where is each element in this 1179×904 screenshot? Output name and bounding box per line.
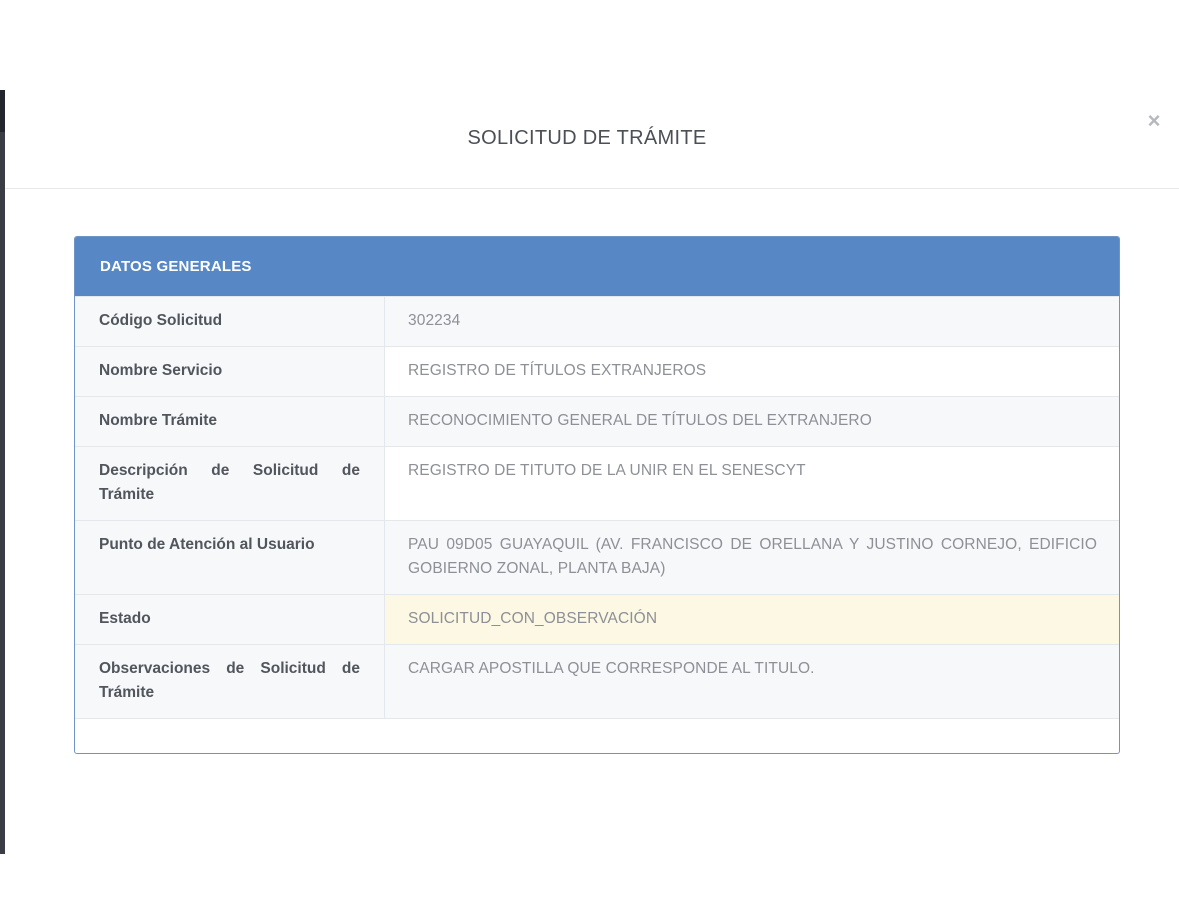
row-label-request-code: Código Solicitud [75, 297, 385, 347]
row-label-observations: Observaciones de Solicitud de Trámite [75, 645, 385, 719]
row-value-observations: CARGAR APOSTILLA QUE CORRESPONDE AL TITULO. [385, 645, 1120, 719]
modal-title: SOLICITUD DE TRÁMITE [467, 127, 707, 149]
table-row [75, 447, 1119, 521]
row-label-service-point: Punto de Atención al Usuario [75, 521, 385, 595]
row-label-description: Descripción de Solicitud de Trámite [75, 447, 385, 521]
row-label-status: Estado [75, 595, 385, 645]
table-row [75, 297, 1119, 347]
row-value-description: REGISTRO DE TITUTO DE LA UNIR EN EL SENESCYT [385, 447, 1120, 521]
panel-heading: DATOS GENERALES [75, 237, 1119, 296]
row-value-service-name: REGISTRO DE TÍTULOS EXTRANJEROS [385, 347, 1120, 397]
table-row [75, 645, 1119, 719]
row-value-service-point: PAU 09D05 GUAYAQUIL (AV. FRANCISCO DE ORELLANA Y JUSTINO CORNEJO, EDIFICIO GOBIERNO ZONAL, PLANTA BAJA) [385, 521, 1120, 595]
table-row [75, 595, 1119, 645]
close-icon[interactable]: × [1147, 108, 1161, 133]
row-label-service-name: Nombre Servicio [75, 347, 385, 397]
general-data-panel [74, 236, 1120, 754]
row-label-procedure-name: Nombre Trámite [75, 397, 385, 447]
row-value-status: SOLICITUD_CON_OBSERVACIÓN [385, 595, 1120, 645]
row-value-request-code: 302234 [385, 297, 1120, 347]
table-row [75, 397, 1119, 447]
modal-header [5, 90, 1179, 189]
table-row [75, 521, 1119, 595]
table-row [75, 347, 1119, 397]
request-modal [5, 90, 1179, 854]
row-value-procedure-name: RECONOCIMIENTO GENERAL DE TÍTULOS DEL EXTRANJERO [385, 397, 1120, 447]
details-table [75, 296, 1119, 719]
